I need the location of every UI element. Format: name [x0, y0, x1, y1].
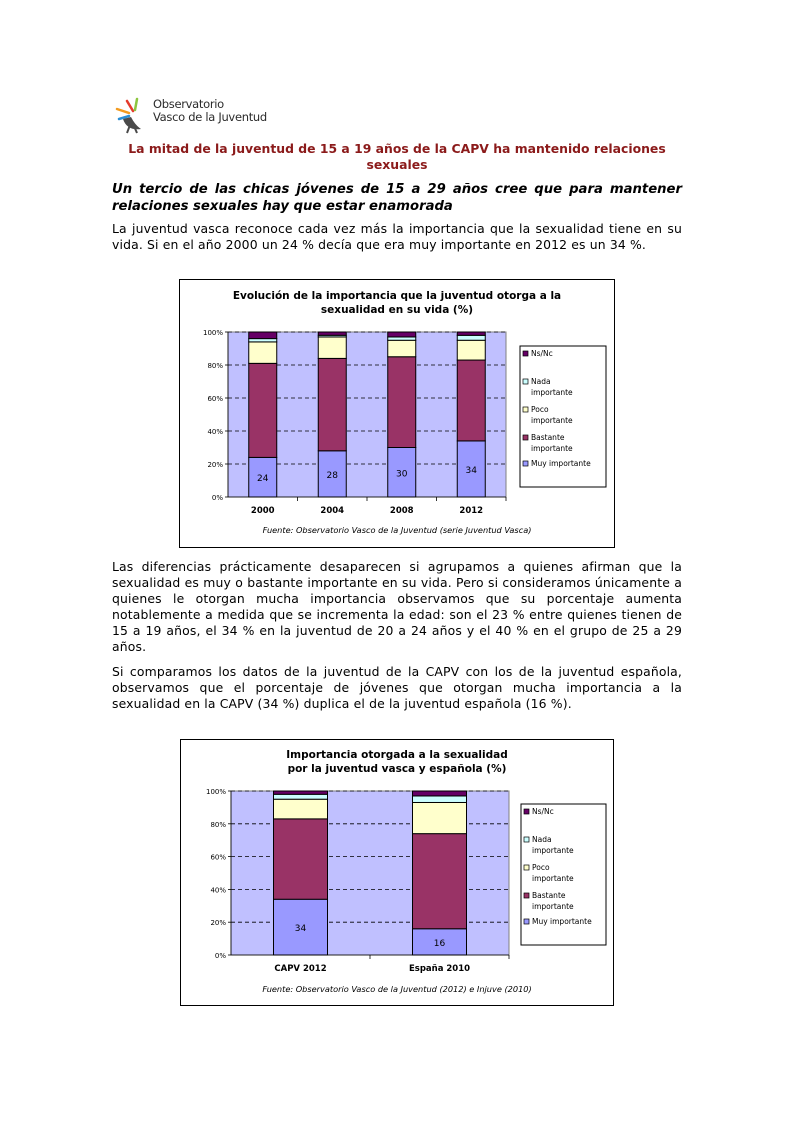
chart-1-legend-label: Muy importante [531, 459, 591, 468]
chart-2-y-tick-label: 100% [205, 788, 226, 796]
chart-2-title: Importancia otorgada a la sexualidad por la juventud vasca y española (%) [286, 749, 508, 775]
chart-2-bar-nsnc [274, 791, 328, 794]
chart-1-x-tick-label: 2008 [389, 506, 414, 516]
chart-2-y-tick-label: 20% [210, 919, 226, 928]
chart-2-legend-swatch [524, 893, 529, 898]
subheadline: Un tercio de las chicas jóvenes de 15 a 29 años cree que para mantener relaciones sexuales hay que estar enamorada [112, 182, 682, 214]
chart-2-bar-poco [274, 799, 328, 819]
chart-2-legend-label: importante [532, 874, 574, 883]
chart-2-legend-swatch [524, 809, 529, 814]
chart-1-bar-nsnc [388, 332, 416, 337]
chart-1-data-label: 28 [326, 470, 338, 481]
chart-2-legend-label: Poco [532, 863, 550, 872]
chart-1-y-tick-label: 80% [207, 362, 223, 370]
paragraph-2: Las diferencias prácticamente desaparecen si agrupamos a quienes afirman que la sexualidad es muy o bastante importante en su vida. Pero si consideramos únicamente a quienes le otorgan mucha importancia observamos que su porcentaje aumenta notablemente a medida que se incrementa la edad: son el 23 % entre quienes tienen de 15 a 19 años, el 34 % en la juventud de 20 a 24 años y el 40 % en el grupo de 25 a 29 años. [112, 559, 682, 654]
chart-1-legend-label: importante [531, 416, 573, 425]
chart-2-x-tick-label: España 2010 [408, 964, 471, 974]
logo-satellite-icon [113, 95, 153, 135]
chart-2-x-tick-label: CAPV 2012 [274, 964, 327, 974]
chart-2-legend-swatch [524, 919, 529, 924]
chart-1-legend-label: Poco [531, 405, 549, 414]
chart-2-svg [181, 740, 613, 1005]
paragraph-3: Si comparamos los datos de la juventud de la CAPV con los de la juventud española, observamos que el porcentaje de jóvenes que otorgan mucha importancia a la sexualidad en la CAPV (34 %) duplica el de la juventud española (16 %). [112, 664, 682, 711]
chart-1-bar-bastante [388, 357, 416, 448]
chart-2-bar-nada [274, 794, 328, 799]
chart-2-y-tick-label: 40% [210, 886, 226, 895]
chart-1-y-tick-label: 0% [211, 494, 223, 502]
chart-1-y-tick-label: 40% [207, 428, 223, 436]
chart-1-legend-label: Bastante [531, 433, 565, 442]
chart-2-bar-poco [413, 802, 467, 833]
chart-1-svg [180, 280, 614, 547]
chart-1-legend-swatch [523, 435, 528, 440]
chart-1-data-label: 24 [257, 474, 269, 485]
chart-1-source: Fuente: Observatorio Vasco de la Juventud (serie Juventud Vasca) [262, 525, 532, 535]
chart-2-data-label: 16 [433, 938, 446, 949]
chart-1-bar-poco [388, 340, 416, 357]
logo [113, 95, 283, 135]
chart-1 [179, 279, 615, 548]
chart-1-bar-poco [249, 342, 277, 363]
chart-1-y-tick-label: 60% [207, 395, 223, 403]
chart-1-data-label: 30 [396, 469, 408, 480]
chart-2-legend-label: Nada [532, 835, 552, 844]
chart-1-y-tick-label: 20% [207, 461, 223, 469]
logo-line-2: Vasco de la Juventud [153, 110, 267, 124]
chart-1-bar-nsnc [457, 332, 485, 335]
chart-2-y-tick-label: 60% [210, 853, 226, 862]
chart-1-legend-swatch [523, 379, 528, 384]
chart-2-bar-nada [413, 796, 467, 803]
headline: La mitad de la juventud de 15 a 19 años de la CAPV ha mantenido relaciones sexuales [128, 141, 666, 172]
chart-2-source: Fuente: Observatorio Vasco de la Juventud (2012) e Injuve (2010) [262, 984, 532, 994]
chart-1-x-tick-label: 2012 [459, 506, 484, 516]
chart-1-legend-swatch [523, 351, 528, 356]
chart-1-bar-bastante [457, 360, 485, 441]
chart-2-y-tick-label: 80% [210, 820, 226, 829]
paragraph-1: La juventud vasca reconoce cada vez más la importancia que la sexualidad tiene en su vida. Si en el año 2000 un 24 % decía que era muy importante en 2012 es un 34 %. [112, 221, 682, 252]
logo-line-1: Observatorio [153, 97, 224, 111]
chart-1-x-tick-label: 2000 [250, 506, 275, 516]
chart-1-y-tick-label: 100% [202, 329, 223, 337]
chart-1-legend-swatch [523, 407, 528, 412]
chart-2-legend-label: importante [532, 846, 574, 855]
chart-1-bar-bastante [249, 363, 277, 457]
chart-1-title: Evolución de la importancia que la juventud otorga a la sexualidad en su vida (%) [232, 290, 562, 316]
chart-1-data-label: 34 [465, 465, 477, 476]
chart-2 [180, 739, 614, 1006]
chart-2-data-label: 34 [294, 924, 307, 935]
chart-1-bar-poco [457, 340, 485, 360]
chart-1-bar-bastante [318, 358, 346, 450]
chart-2-y-tick-label: 0% [214, 952, 226, 960]
chart-1-bar-nsnc [249, 332, 277, 339]
chart-1-legend-swatch [523, 461, 528, 466]
chart-1-legend-label: Nada [531, 377, 551, 386]
chart-2-bar-nsnc [413, 791, 467, 796]
chart-2-legend-swatch [524, 865, 529, 870]
chart-1-bar-nada [457, 335, 485, 340]
chart-1-bar-nsnc [318, 332, 346, 335]
chart-2-legend-label: Bastante [532, 891, 566, 900]
chart-1-x-tick-label: 2004 [320, 506, 345, 516]
chart-2-legend-label: importante [532, 902, 574, 911]
chart-2-legend-label: Muy importante [532, 917, 592, 926]
chart-1-legend-label: Ns/Nc [531, 349, 553, 358]
chart-2-bar-bastante [274, 819, 328, 899]
chart-1-legend-label: importante [531, 388, 573, 397]
chart-2-legend-swatch [524, 837, 529, 842]
chart-1-legend-label: importante [531, 444, 573, 453]
chart-1-bar-poco [318, 337, 346, 358]
chart-2-bar-bastante [413, 834, 467, 929]
chart-2-legend-label: Ns/Nc [532, 807, 554, 816]
chart-2-plot-area [231, 791, 509, 955]
